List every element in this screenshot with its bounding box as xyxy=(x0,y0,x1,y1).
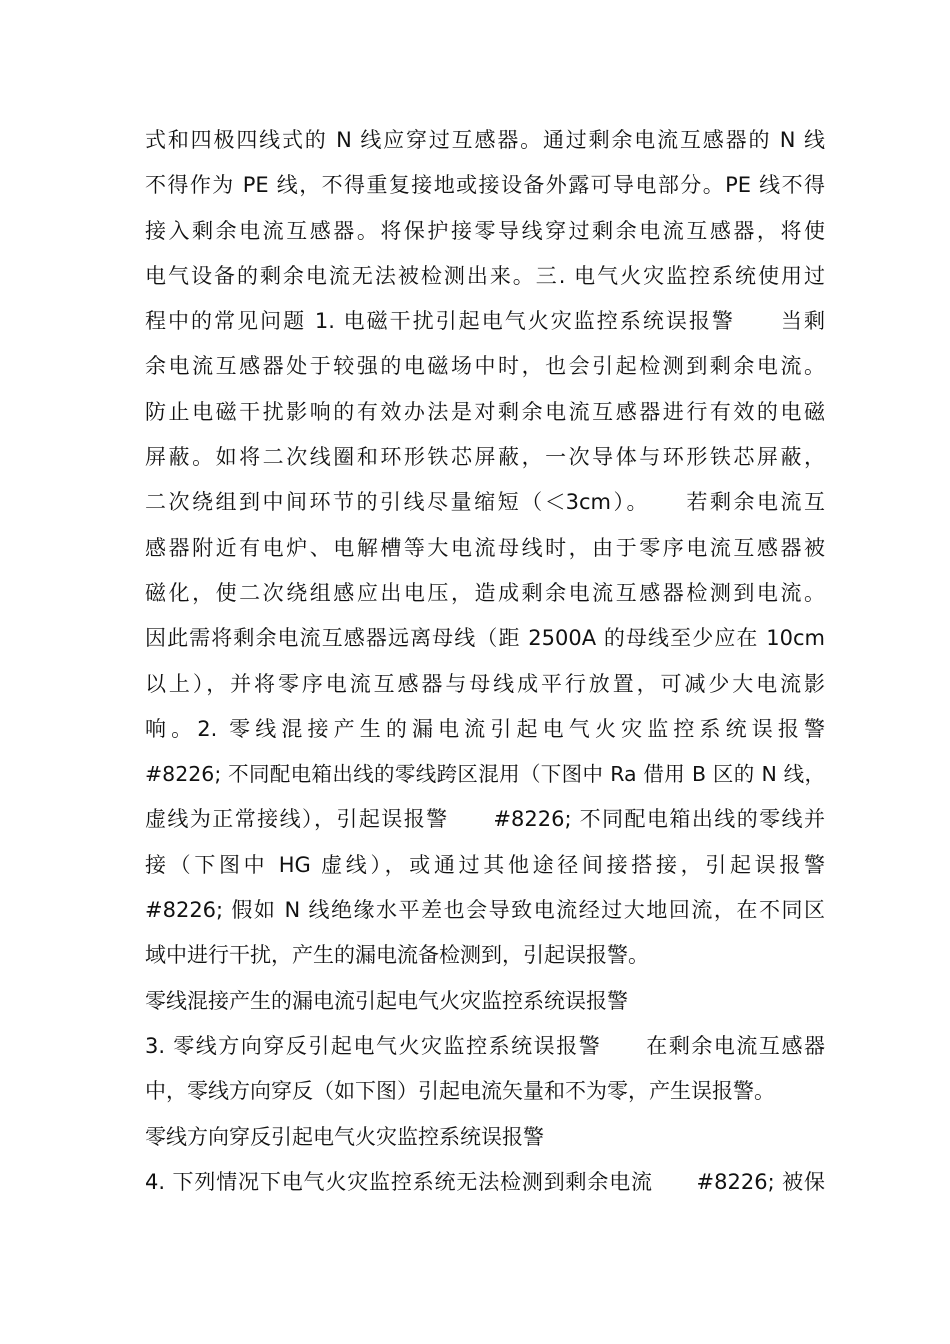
document-body xyxy=(145,118,825,1205)
text-line-7: 防止电磁干扰影响的有效办法是对剩余电流互感器进行有效的电磁 xyxy=(145,399,825,424)
text-line-2: 不得作为 PE 线，不得重复接地或接设备外露可导电部分。PE 线不得 xyxy=(145,173,825,198)
text-line-24: 4. 下列情况下电气火灾监控系统无法检测到剩余电流 #8226; 被保 xyxy=(145,1169,825,1194)
text-line-17: 接（下图中 HG 虚线），或通过其他途径间接搭接，引起误报警 xyxy=(145,852,825,877)
figure-caption-1: 零线混接产生的漏电流引起电气火灾监控系统误报警 xyxy=(145,988,628,1013)
text-line-15: #8226; 不同配电箱出线的零线跨区混用（下图中 Ra 借用 B 区的 N 线， xyxy=(145,762,825,787)
text-line-14: 响。2. 零线混接产生的漏电流引起电气火灾监控系统误报警 xyxy=(145,716,825,741)
text-line-10: 感器附近有电炉、电解槽等大电流母线时，由于零序电流互感器被 xyxy=(145,535,825,560)
text-line-5: 程中的常见问题 1. 电磁干扰引起电气火灾监控系统误报警 当剩 xyxy=(145,309,825,334)
text-line-21: 3. 零线方向穿反引起电气火灾监控系统误报警 在剩余电流互感器 xyxy=(145,1033,825,1058)
text-line-8: 屏蔽。如将二次线圈和环形铁芯屏蔽，一次导体与环形铁芯屏蔽， xyxy=(145,445,825,470)
text-line-16: 虚线为正常接线），引起误报警 #8226; 不同配电箱出线的零线并 xyxy=(145,807,825,832)
text-line-4: 电气设备的剩余电流无法被检测出来。三. 电气火灾监控系统使用过 xyxy=(145,263,825,288)
text-line-1: 式和四极四线式的 N 线应穿过互感器。通过剩余电流互感器的 N 线 xyxy=(145,128,825,152)
text-line-11: 磁化，使二次绕组感应出电压，造成剩余电流互感器检测到电流。 xyxy=(145,580,825,605)
text-line-18: #8226; 假如 N 线绝缘水平差也会导致电流经过大地回流，在不同区 xyxy=(145,898,825,923)
text-line-9: 二次绕组到中间环节的引线尽量缩短（＜3cm）。 若剩余电流互 xyxy=(145,490,825,515)
text-line-19: 域中进行干扰，产生的漏电流备检测到，引起误报警。 xyxy=(145,943,649,968)
text-line-6: 余电流互感器处于较强的电磁场中时，也会引起检测到剩余电流。 xyxy=(145,354,825,379)
figure-caption-2: 零线方向穿反引起电气火灾监控系统误报警 xyxy=(145,1124,544,1149)
text-line-3: 接入剩余电流互感器。将保护接零导线穿过剩余电流互感器，将使 xyxy=(145,218,825,243)
text-line-22: 中，零线方向穿反（如下图）引起电流矢量和不为零，产生误报警。 xyxy=(145,1079,775,1104)
text-line-12: 因此需将剩余电流互感器远离母线（距 2500A 的母线至少应在 10cm xyxy=(145,626,825,651)
text-line-13: 以上），并将零序电流互感器与母线成平行放置，可减少大电流影 xyxy=(145,671,825,696)
